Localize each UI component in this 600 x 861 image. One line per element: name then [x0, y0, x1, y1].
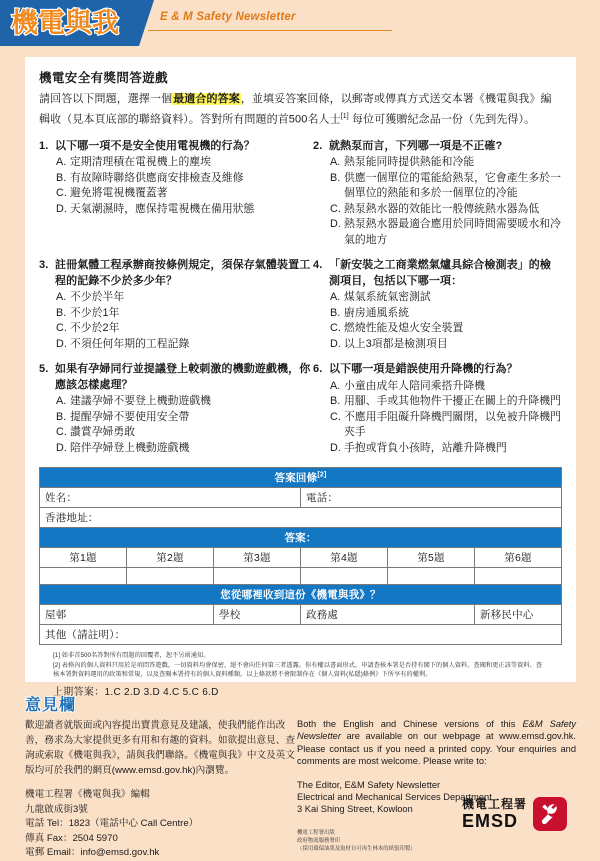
option-text: 提醒孕婦不要使用安全帶: [70, 410, 190, 423]
question-block-6: [313, 362, 562, 456]
option-row[interactable]: [313, 306, 562, 322]
masthead-wedge: [124, 0, 154, 46]
question-block-5: [39, 362, 311, 456]
question-text: 以下哪一項不是安全使用電視機的行為？: [55, 139, 255, 152]
contact-line: 機電工程署《機電與我》編輯: [25, 789, 150, 800]
option-text: 建議孕婦不要登上機動遊戲機: [70, 395, 212, 408]
table-row: [40, 625, 562, 645]
source-option-district-office[interactable]: 政務處: [301, 605, 475, 625]
newsletter-title-en: E & M Safety Newsletter: [160, 11, 296, 23]
table-row: [40, 548, 562, 568]
question-header-cell: 第4題: [301, 548, 388, 568]
question-options: [39, 155, 311, 217]
source-option-immigrant-centre[interactable]: 新移民中心: [475, 605, 562, 625]
option-text: 小童由成年人陪同乘搭升降機: [344, 379, 486, 392]
option-text: 以上3項都是檢測項目: [344, 337, 448, 350]
feedback-en-part2: are available on our webpage at www.emsd.gov.hk. Please contact us if you need a printed copy. Your enquiries and comments are most welcome. Please write to:: [297, 731, 576, 767]
question-block-3: [39, 258, 311, 352]
option-row[interactable]: [39, 306, 311, 322]
option-row[interactable]: [313, 290, 562, 306]
question-header-cell: 第2題: [127, 548, 214, 568]
option-row[interactable]: [39, 321, 311, 337]
feedback-chinese-column: [25, 718, 297, 861]
source-option-other[interactable]: 其他（請註明）：: [40, 625, 562, 645]
contact-line: 電話 Tel：1823（電話中心 Call Centre）: [25, 818, 199, 829]
option-row[interactable]: [313, 379, 562, 395]
option-row[interactable]: [313, 202, 562, 218]
quiz-intro-part1: 請回答以下問題，選擇一個: [39, 93, 173, 105]
question-heading: [313, 258, 562, 289]
quiz-intro-part2: ，並填妥答案回條，以郵寄或傳真方式送交本署《機電與我》編輯收（見本頁底部的聯絡資料）。答對所有問題的首500名人士: [39, 93, 552, 126]
option-row[interactable]: [313, 171, 562, 202]
contact-line: 傳真 Fax：2504 5970: [25, 832, 118, 844]
question-header-cell: 第5題: [388, 548, 475, 568]
masthead: [0, 0, 600, 46]
option-row[interactable]: [39, 410, 311, 426]
answers-band: 答案：: [40, 528, 562, 548]
feedback-zh-body: 歡迎讀者就版面或內容提出寶貴意見及建議，使我們能作出改善，務求為大家提供更多有用和有趣的資料。如欲提出意見、查詢或索取《機電與我》，請與我們聯絡。《機電與我》中文及英文版均可於我們的網頁(www.emsd.gov.hk)內瀏覽。: [25, 720, 296, 776]
question-number: 2.: [313, 139, 323, 152]
option-letter: D.: [330, 441, 341, 454]
question-number: 1.: [39, 139, 49, 152]
table-row: [40, 605, 562, 625]
answer-input-cell[interactable]: [475, 568, 562, 585]
quiz-panel: [25, 57, 576, 699]
footnote-1: [1] 如非首500名答對所有問題的回覆者，恕不另函通知。: [53, 652, 210, 660]
question-block-2: [313, 139, 562, 249]
source-option-school[interactable]: 學校: [214, 605, 301, 625]
emsd-logo: [462, 797, 567, 831]
quiz-intro-highlight: 最適合的答案: [173, 93, 240, 105]
option-row[interactable]: [39, 202, 311, 218]
question-text: 就熱泵而言，下列哪一項是不正確?: [329, 139, 503, 152]
option-text: 有故障時聯絡供應商安排檢查及維修: [70, 171, 244, 184]
answer-input-cell[interactable]: [214, 568, 301, 585]
option-row[interactable]: [313, 321, 562, 337]
option-letter: B.: [330, 171, 341, 184]
table-row: [40, 468, 562, 488]
question-number: 6.: [313, 363, 323, 376]
option-text: 熱泵熱水器的效能比一般傳統熱水器為低: [344, 202, 540, 215]
option-row[interactable]: [313, 410, 562, 441]
contact-line: 3 Kai Shing Street, Kowloon: [297, 804, 413, 815]
table-row: [40, 508, 562, 528]
question-header-cell: 第3題: [214, 548, 301, 568]
question-block-4: [313, 258, 562, 352]
option-letter: D.: [56, 441, 67, 454]
option-row[interactable]: [313, 394, 562, 410]
question-number: 3.: [39, 259, 49, 272]
footnote-2: [2] 表格內的個人資料只用於是項問答遊戲，一切資料均會保密，絕不會向任何第三者透露。你有權以書面形式，申請查核本署是否持有閣下的個人資料、查閱和更正該等資料、查核本署對資料運用的政策和常規，以及查閱本署持有的個人資料種類。以上條款將不會限制你在《個人資料(私隱)條例》下所享有的權利。: [53, 661, 543, 678]
question-options: [313, 379, 562, 457]
feedback-en-body: [297, 718, 576, 768]
option-letter: C.: [56, 187, 67, 200]
table-row: [40, 585, 562, 605]
option-row[interactable]: [39, 337, 311, 353]
answer-input-cell[interactable]: [40, 568, 127, 585]
option-letter: A.: [56, 156, 67, 169]
table-row: [40, 488, 562, 508]
source-option-estate[interactable]: 屋邨: [40, 605, 214, 625]
source-band: 您從哪裡收到這份《機電與我》？: [40, 585, 562, 605]
question-options: [39, 290, 311, 352]
option-text: 用腳、手或其他物件干擾正在關上的升降機門: [344, 395, 561, 408]
feedback-en-part1: Both the English and Chinese versions of this: [297, 719, 523, 729]
question-text: 註冊氣體工程承辦商按條例規定，須保存氣體裝置工程的記錄不少於多少年？: [55, 259, 311, 287]
print-note: [297, 829, 576, 853]
emsd-logo-zh: 機電工程署: [462, 797, 528, 811]
option-letter: C.: [330, 410, 341, 423]
question-header-cell: 第1題: [40, 548, 127, 568]
option-letter: B.: [330, 306, 341, 319]
contact-line: Electrical and Mechanical Services Department: [297, 792, 492, 803]
question-text: 「新安裝之工商業燃氣爐具綜合檢測表」的檢測項目，包括以下哪一項：: [329, 259, 551, 287]
answer-input-cell[interactable]: [388, 568, 475, 585]
feedback-en-italic-title: E&M Safety Newsletter: [297, 719, 576, 742]
contact-line: 電郵 Email：info@emsd.gov.hk: [25, 847, 160, 858]
option-text: 不少於1年: [70, 306, 120, 319]
feedback-section: [25, 692, 576, 861]
option-letter: A.: [56, 291, 67, 304]
quiz-title: 機電安全有獎問答遊戲: [39, 71, 169, 85]
option-letter: B.: [56, 171, 67, 184]
option-row[interactable]: [39, 441, 311, 457]
option-row[interactable]: [313, 217, 562, 248]
option-text: 天氣潮濕時，應保持電視機在備用狀態: [70, 202, 255, 215]
table-row: [40, 528, 562, 548]
question-options: [39, 394, 311, 456]
table-row: [40, 568, 562, 585]
question-heading: [313, 139, 562, 155]
option-letter: A.: [330, 379, 341, 392]
newsletter-logo-zh: 機電與我: [11, 8, 119, 38]
option-letter: A.: [330, 291, 341, 304]
option-letter: A.: [330, 156, 341, 169]
question-options: [313, 290, 562, 352]
option-letter: D.: [330, 218, 341, 231]
question-number: 5.: [39, 363, 49, 376]
option-row[interactable]: [39, 290, 311, 306]
option-letter: D.: [56, 202, 67, 215]
question-number: 4.: [313, 259, 323, 272]
option-letter: C.: [330, 322, 341, 335]
option-text: 不少於半年: [70, 291, 125, 304]
question-heading: [39, 362, 311, 393]
answer-form-table: [39, 467, 562, 645]
answer-input-cell[interactable]: [127, 568, 214, 585]
footnotes: [39, 645, 562, 679]
option-text: 不須任何年期的工程記錄: [70, 337, 190, 350]
option-letter: B.: [330, 395, 341, 408]
question-header-cell: 第6題: [475, 548, 562, 568]
option-text: 定期清理積在電視機上的塵埃: [70, 156, 212, 169]
option-letter: B.: [56, 306, 67, 319]
option-row[interactable]: [39, 186, 311, 202]
option-text: 燃燒性能及熄火安全裝置: [344, 322, 464, 335]
question-heading: [39, 258, 311, 289]
name-field[interactable]: 姓名：: [40, 488, 301, 508]
emsd-wrench-icon: [533, 797, 567, 831]
feedback-english-column: [297, 718, 576, 861]
print-note-line: 政府物流服務署印: [297, 837, 341, 844]
answer-input-cell[interactable]: [301, 568, 388, 585]
question-block-1: [39, 139, 311, 249]
option-text: 熱泵熱水器最適合應用於同時間需要暖水和冷氣的地方: [344, 218, 561, 246]
option-letter: B.: [56, 410, 67, 423]
question-options: [313, 155, 562, 248]
question-text: 以下哪一項是錯誤使用升降機的行為？: [329, 363, 518, 376]
question-text: 如果有孕婦同行並提議登上較刺激的機動遊戲機，你應該怎樣處理？: [55, 363, 311, 391]
option-row[interactable]: [39, 171, 311, 187]
form-header-text: 答案回條: [274, 472, 318, 485]
previous-answers: 上期答案：1.C 2.D 3.D 4.C 5.C 6.D: [53, 687, 219, 699]
question-grid: [39, 139, 562, 467]
option-row[interactable]: [313, 155, 562, 171]
option-text: 陪伴孕婦登上機動遊戲機: [70, 441, 190, 454]
option-letter: C.: [56, 322, 67, 335]
option-text: 煤氣系統氣密測試: [344, 291, 431, 304]
option-text: 供應一個單位的電能給熱泵，它會產生多於一個單位的熱能和多於一個單位的冷能: [344, 171, 561, 200]
option-text: 避免將電視機覆蓋著: [70, 187, 168, 200]
quiz-intro: [39, 91, 562, 129]
option-text: 讚賞孕婦勇敢: [70, 426, 136, 439]
quiz-intro-part3: 每位可獲贈紀念品一份（先到先得）。: [348, 113, 536, 126]
footnote-marker-1: [1]: [340, 113, 349, 120]
question-heading: [313, 362, 562, 378]
option-letter: D.: [56, 337, 67, 350]
feedback-columns: [25, 718, 576, 861]
option-text: 手抱或背負小孩時，站離升降機門: [344, 441, 507, 454]
option-row[interactable]: [39, 394, 311, 410]
option-row[interactable]: [313, 337, 562, 353]
print-note-line: （採用環保油墨及取材自可再生林木的紙張印製）: [297, 845, 416, 852]
option-row[interactable]: [39, 425, 311, 441]
address-field[interactable]: 香港地址：: [40, 508, 562, 528]
feedback-title: 意見欄: [25, 697, 77, 714]
option-letter: C.: [330, 202, 341, 215]
option-letter: D.: [330, 337, 341, 350]
masthead-rule: [148, 30, 392, 31]
option-letter: C.: [56, 426, 67, 439]
option-row[interactable]: [39, 155, 311, 171]
option-text: 廚房通風系統: [344, 306, 410, 319]
contact-line: 九龍啟成街3號: [25, 803, 88, 815]
contact-line: The Editor, E&M Safety Newsletter: [297, 779, 441, 790]
form-header-band: [40, 468, 562, 488]
option-letter: A.: [56, 395, 67, 408]
option-row[interactable]: [313, 441, 562, 457]
emsd-logo-en: EMSD: [462, 811, 519, 831]
feedback-zh-contact: [25, 788, 297, 861]
emsd-logo-text: [462, 797, 527, 831]
print-note-line: 機電工程署出版: [297, 829, 335, 836]
option-text: 不少於2年: [70, 322, 120, 335]
option-text: 熱泵能同時提供熱能和冷能: [344, 156, 475, 169]
answer-reply-form: [39, 467, 562, 645]
question-heading: [39, 139, 311, 155]
footnote-marker-2: [2]: [317, 471, 327, 479]
option-text: 不應用手阻礙升降機門關閉，以免被升降機門夾手: [344, 410, 561, 439]
phone-field[interactable]: 電話：: [301, 488, 562, 508]
